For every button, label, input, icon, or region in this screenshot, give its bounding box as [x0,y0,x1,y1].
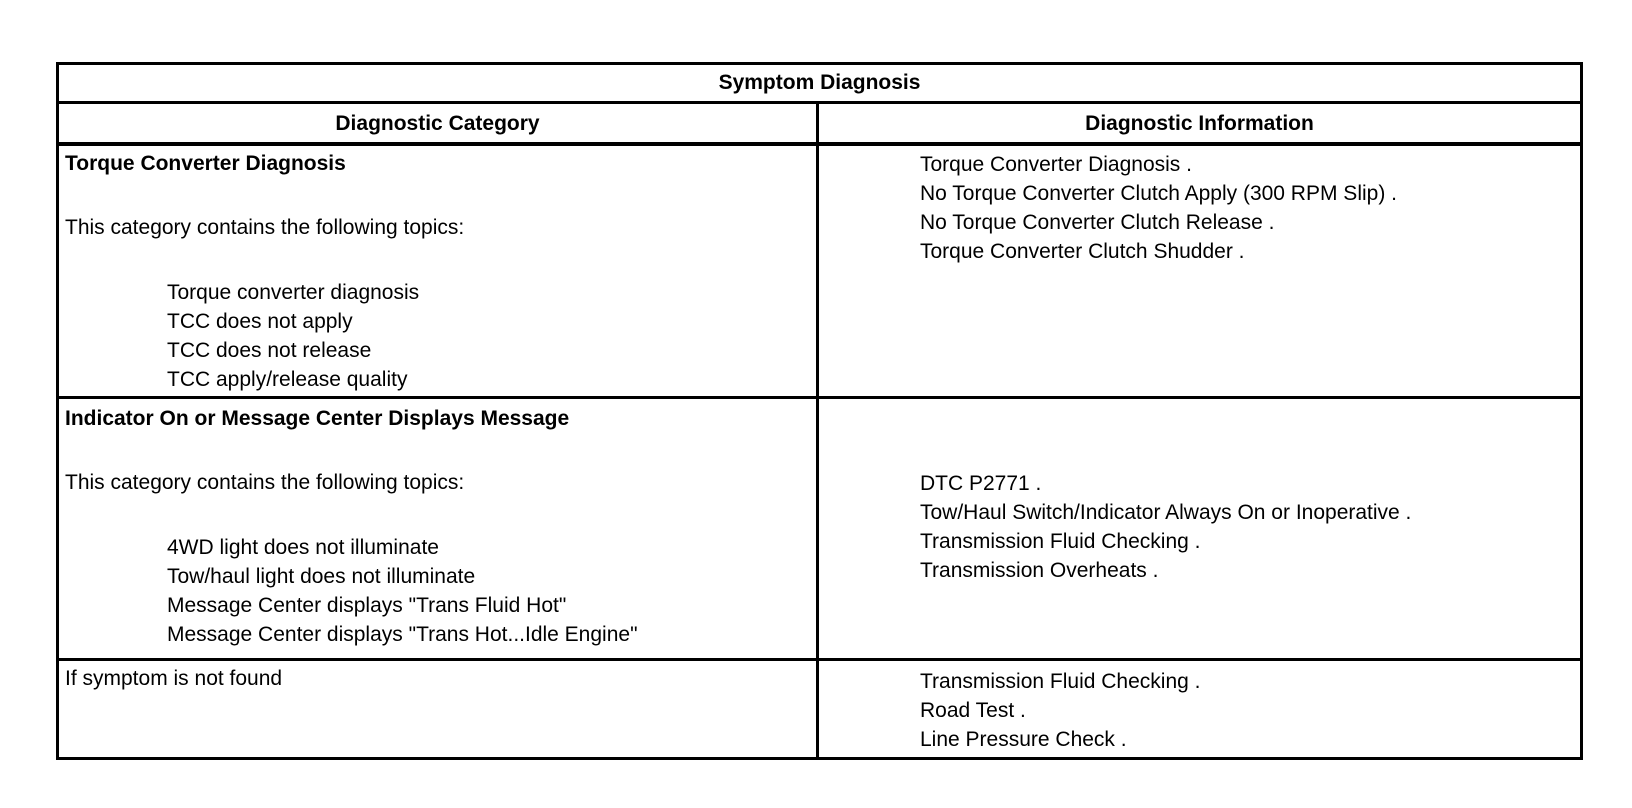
info-link[interactable]: Transmission Fluid Checking . [920,670,1201,693]
category-title: Indicator On or Message Center Displays Message [65,407,570,430]
list-item: TCC does not apply [167,310,353,333]
info-link-list [920,150,1397,266]
list-item: Message Center displays "Trans Fluid Hot" [167,594,567,617]
info-link[interactable]: Road Test . [920,699,1026,722]
header-diagnostic-category: Diagnostic Category [59,104,819,142]
table-row [59,399,1580,661]
topic-list [167,278,419,394]
information-cell [819,146,1580,396]
info-link-list [920,667,1201,754]
category-cell [59,399,819,658]
list-item: TCC does not release [167,339,372,362]
header-diagnostic-information: Diagnostic Information [1085,112,1314,135]
info-link-list [920,469,1411,585]
symptom-diagnosis-table [56,62,1583,760]
info-link[interactable]: Transmission Fluid Checking . [920,530,1201,553]
table-title: Symptom Diagnosis [59,65,1580,104]
list-item: 4WD light does not illuminate [167,536,439,559]
info-link[interactable]: Line Pressure Check . [920,728,1127,751]
category-title: Torque Converter Diagnosis [65,152,346,175]
information-cell [819,661,1580,757]
info-link[interactable]: Tow/Haul Switch/Indicator Always On or Inoperative . [920,501,1412,524]
list-item: Tow/haul light does not illuminate [167,565,476,588]
info-link[interactable]: Torque Converter Diagnosis . [920,153,1192,176]
information-cell [819,399,1580,658]
info-link[interactable]: Torque Converter Clutch Shudder . [920,240,1245,263]
topic-list [167,533,638,649]
table-row [59,146,1580,399]
category-text: If symptom is not found [65,667,283,690]
header-row [59,104,1580,146]
info-link[interactable]: No Torque Converter Clutch Apply (300 RPM Slip) . [920,182,1397,205]
info-link[interactable]: Transmission Overheats . [920,559,1159,582]
category-cell [59,146,819,396]
info-link[interactable]: DTC P2771 . [920,472,1042,495]
list-item: Message Center displays "Trans Hot...Idle Engine" [167,623,638,646]
category-intro: This category contains the following topics: [65,216,465,239]
info-link[interactable]: No Torque Converter Clutch Release . [920,211,1275,234]
list-item: TCC apply/release quality [167,368,408,391]
list-item: Torque converter diagnosis [167,281,420,304]
table-row [59,661,1580,757]
category-intro: This category contains the following topics: [65,471,465,494]
category-cell [59,661,819,757]
